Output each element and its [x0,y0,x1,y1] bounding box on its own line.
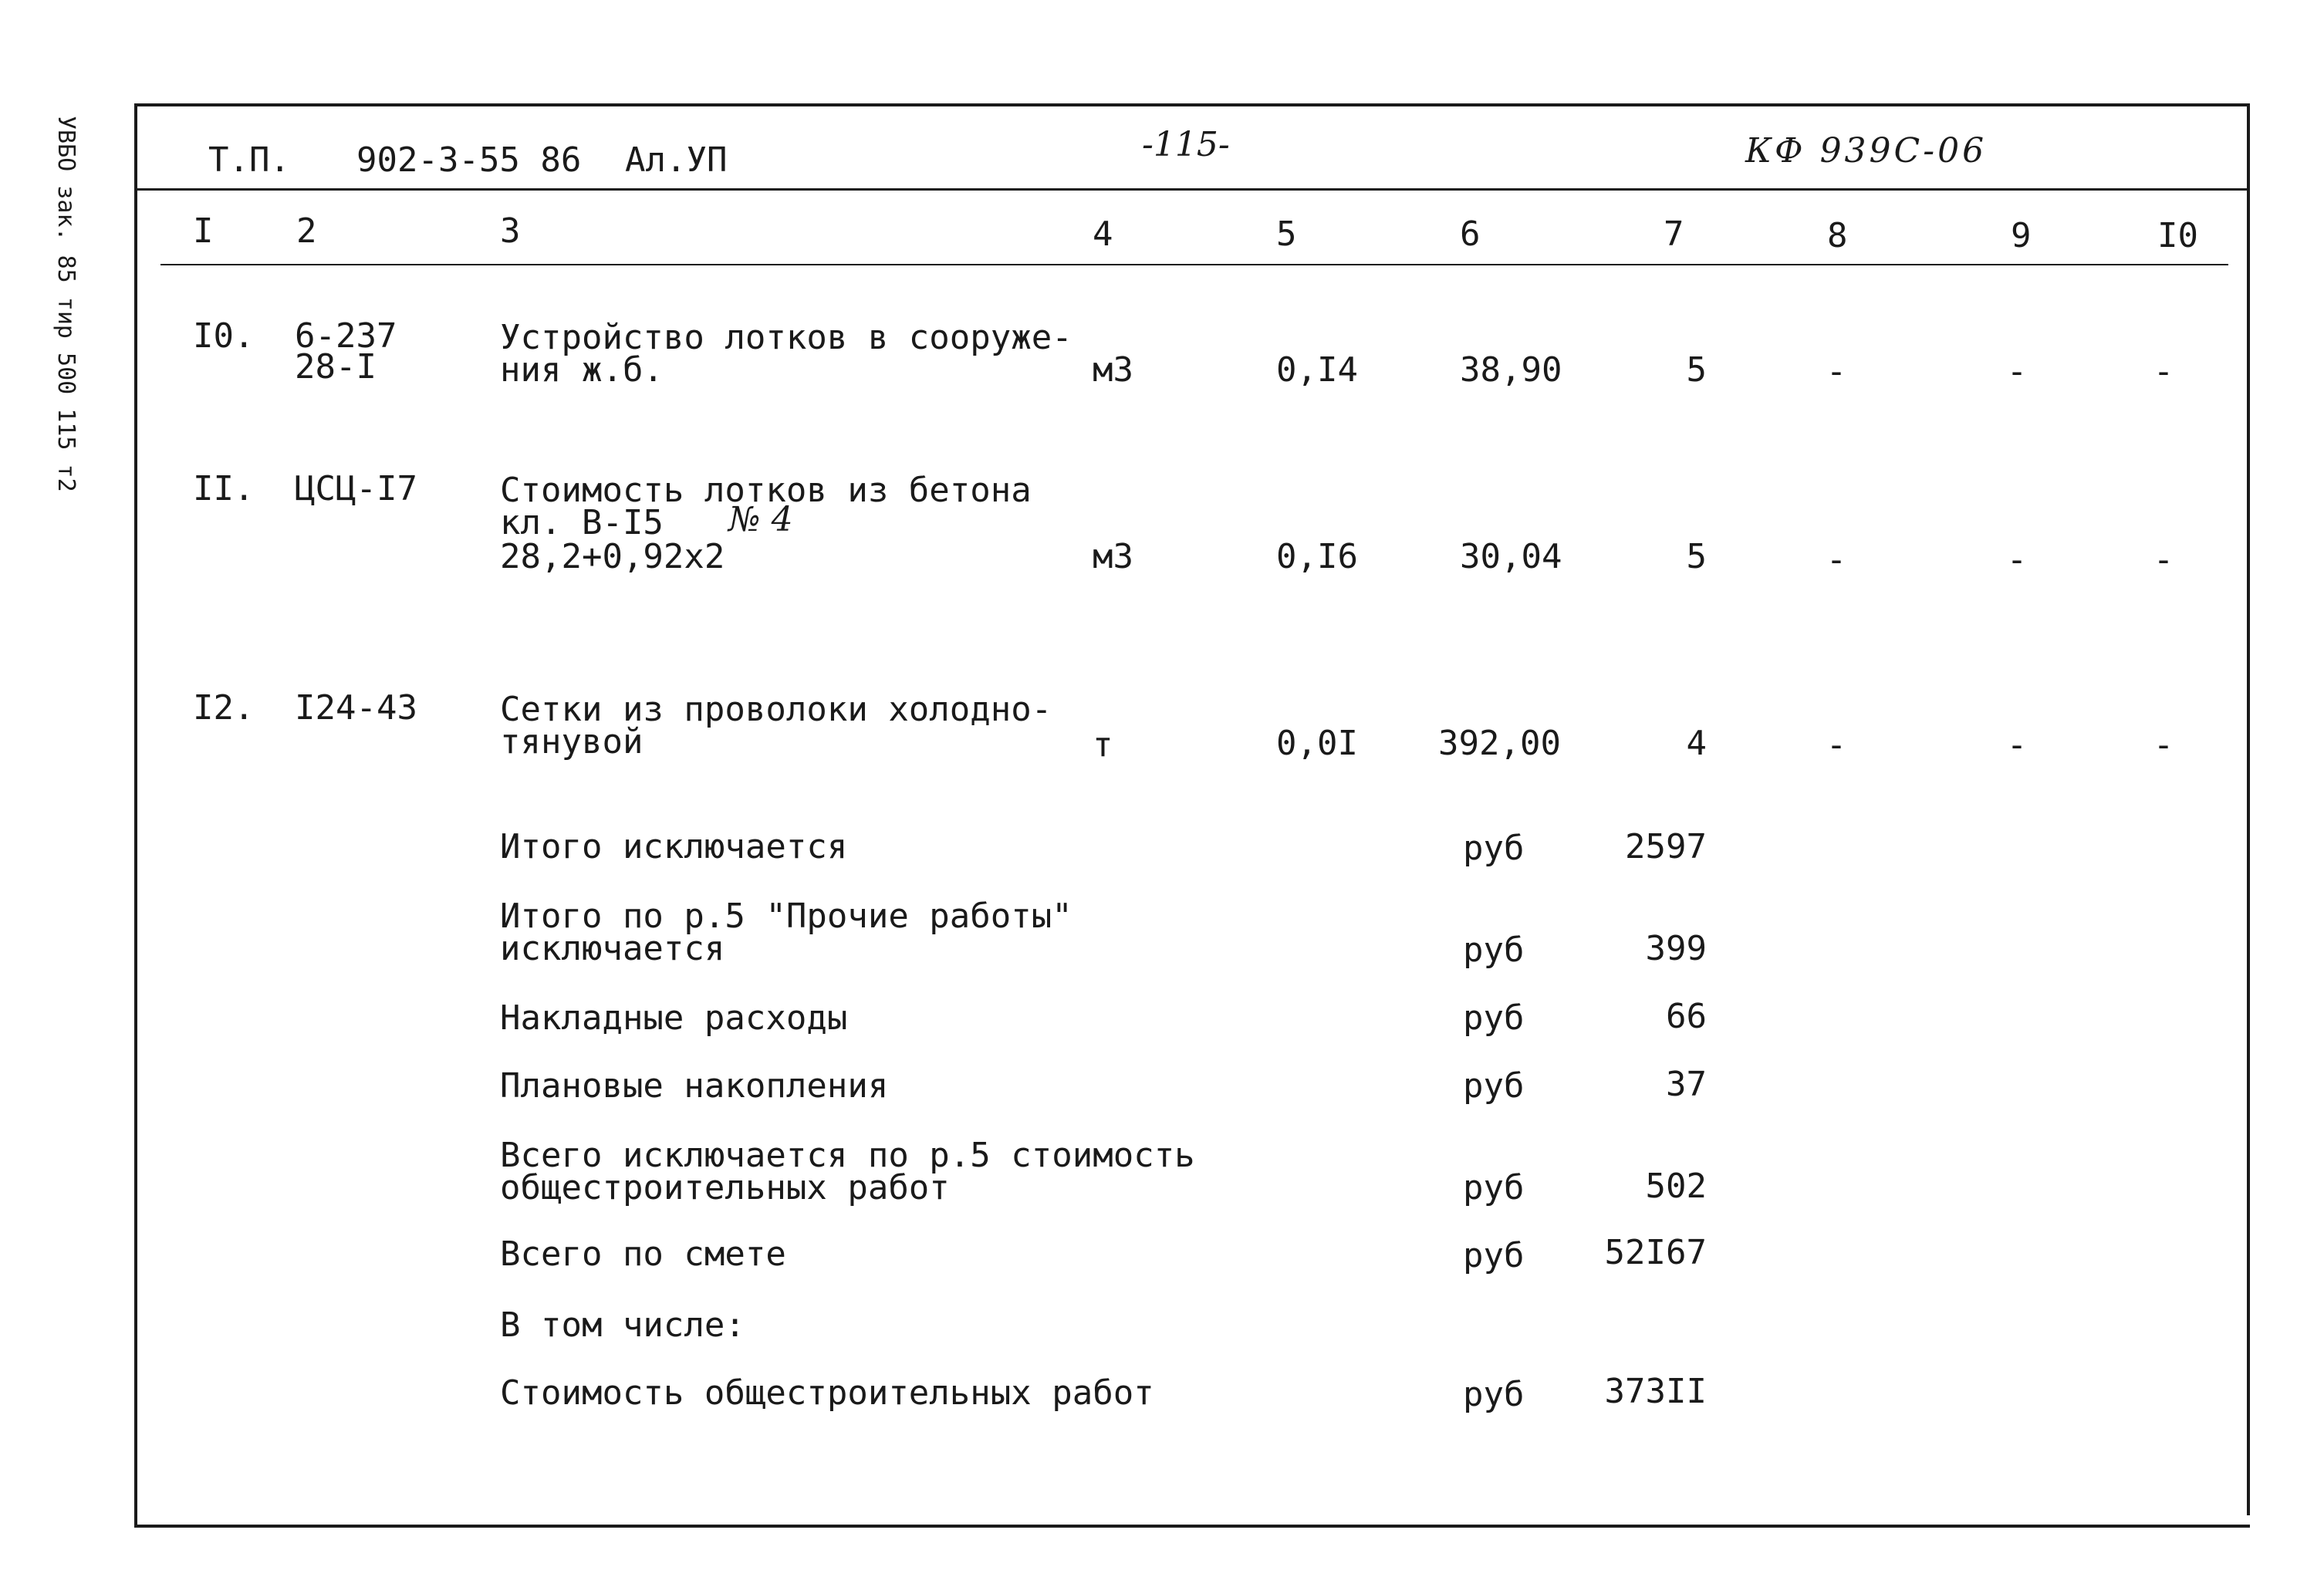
total-value: 37 [1666,1065,1707,1104]
total-label: Всего исключается по р.5 стоимость [500,1136,1195,1175]
row-name: 28,2+0,92х2 [500,537,725,576]
column-header: 7 [1664,214,1684,254]
total-value: 373II [1604,1372,1707,1411]
total-label: Всего по смете [500,1234,786,1274]
total-label: Стоимость общестроительных работ [500,1373,1154,1413]
row-col9: - [2006,725,2028,765]
frame-bottom [134,1525,2250,1528]
row-number: I2. [193,688,255,728]
row-handwritten-note: № 4 [728,500,793,539]
row-col10: - [2153,352,2174,391]
row-price: 392,00 [1438,724,1561,763]
margin-stamp [54,116,77,492]
total-value: 502 [1645,1167,1707,1206]
row-quantity: 0,0I [1276,724,1358,763]
row-col7: 5 [1686,537,1707,576]
header-doc-code: КФ 939С-06 [1745,131,1988,171]
row-unit: м3 [1093,350,1133,390]
total-label: исключается [500,929,725,968]
header-rule [136,188,2250,191]
column-header: 4 [1093,214,1113,254]
total-unit: руб [1463,1168,1525,1207]
column-header: I [193,211,214,251]
column-header: 3 [500,211,521,251]
total-label: общестроительных работ [500,1168,950,1207]
row-col8: - [1826,540,1847,579]
total-label: Накладные расходы [500,998,848,1038]
row-number: I0. [193,316,255,356]
total-label: Итого исключается [500,827,848,866]
column-header: I0 [2157,216,2198,255]
row-col8: - [1826,352,1847,391]
total-unit: руб [1463,1066,1525,1106]
total-unit: руб [1463,829,1525,868]
column-header: 2 [296,211,317,251]
row-number: II. [193,469,255,508]
row-price: 38,90 [1460,350,1562,390]
total-label: В том числе: [500,1305,745,1345]
row-name: Сетки из проволоки холодно- [500,690,1052,729]
header-project-code: 902-3-55 86 [356,140,582,180]
frame-top [136,103,2250,106]
total-unit: руб [1463,1236,1525,1275]
row-name: тянувой [500,722,643,762]
margin-stamp-text: УВБО зак. 85 тир 500 115 т2 [52,116,79,492]
total-unit: руб [1463,930,1525,970]
row-code: ЦСЦ-I7 [295,469,417,508]
total-label: Итого по р.5 "Прочие работы" [500,897,1072,936]
total-unit: руб [1463,1375,1525,1414]
row-name: Устройство лотков в сооруже- [500,318,1072,357]
column-header: 5 [1276,214,1297,254]
frame-left [134,103,137,1528]
row-col9: - [2006,352,2028,391]
row-col10: - [2153,725,2174,765]
header-tp: Т.П. [208,140,290,180]
total-value: 399 [1645,929,1707,968]
frame-right [2247,103,2250,1515]
column-header-rule [160,264,2228,265]
row-col9: - [2006,540,2028,579]
column-header: 6 [1460,214,1481,254]
row-code: I24-43 [295,688,417,728]
row-code: 6-237 [295,316,397,356]
row-col8: - [1826,725,1847,765]
header-album: Ал.УП [625,140,728,180]
row-unit: м3 [1093,537,1133,576]
row-quantity: 0,I6 [1276,537,1358,576]
total-value: 66 [1666,997,1707,1036]
total-value: 2597 [1625,827,1707,866]
total-unit: руб [1463,998,1525,1038]
row-col10: - [2153,540,2174,579]
row-code: 28-I [295,347,377,387]
total-label: Плановые накопления [500,1066,889,1106]
row-col7: 5 [1686,350,1707,390]
row-unit: т [1093,725,1113,765]
column-header: 9 [2011,216,2032,255]
column-header: 8 [1827,216,1848,255]
row-name: Стоимость лотков из бетона [500,471,1032,510]
row-col7: 4 [1686,724,1707,763]
row-name: кл. В-I5 [500,503,664,542]
row-price: 30,04 [1460,537,1562,576]
row-name: ния ж.б. [500,350,664,390]
row-quantity: 0,I4 [1276,350,1358,390]
total-value: 52I67 [1604,1233,1707,1272]
header-page-number: -115- [1142,125,1230,164]
